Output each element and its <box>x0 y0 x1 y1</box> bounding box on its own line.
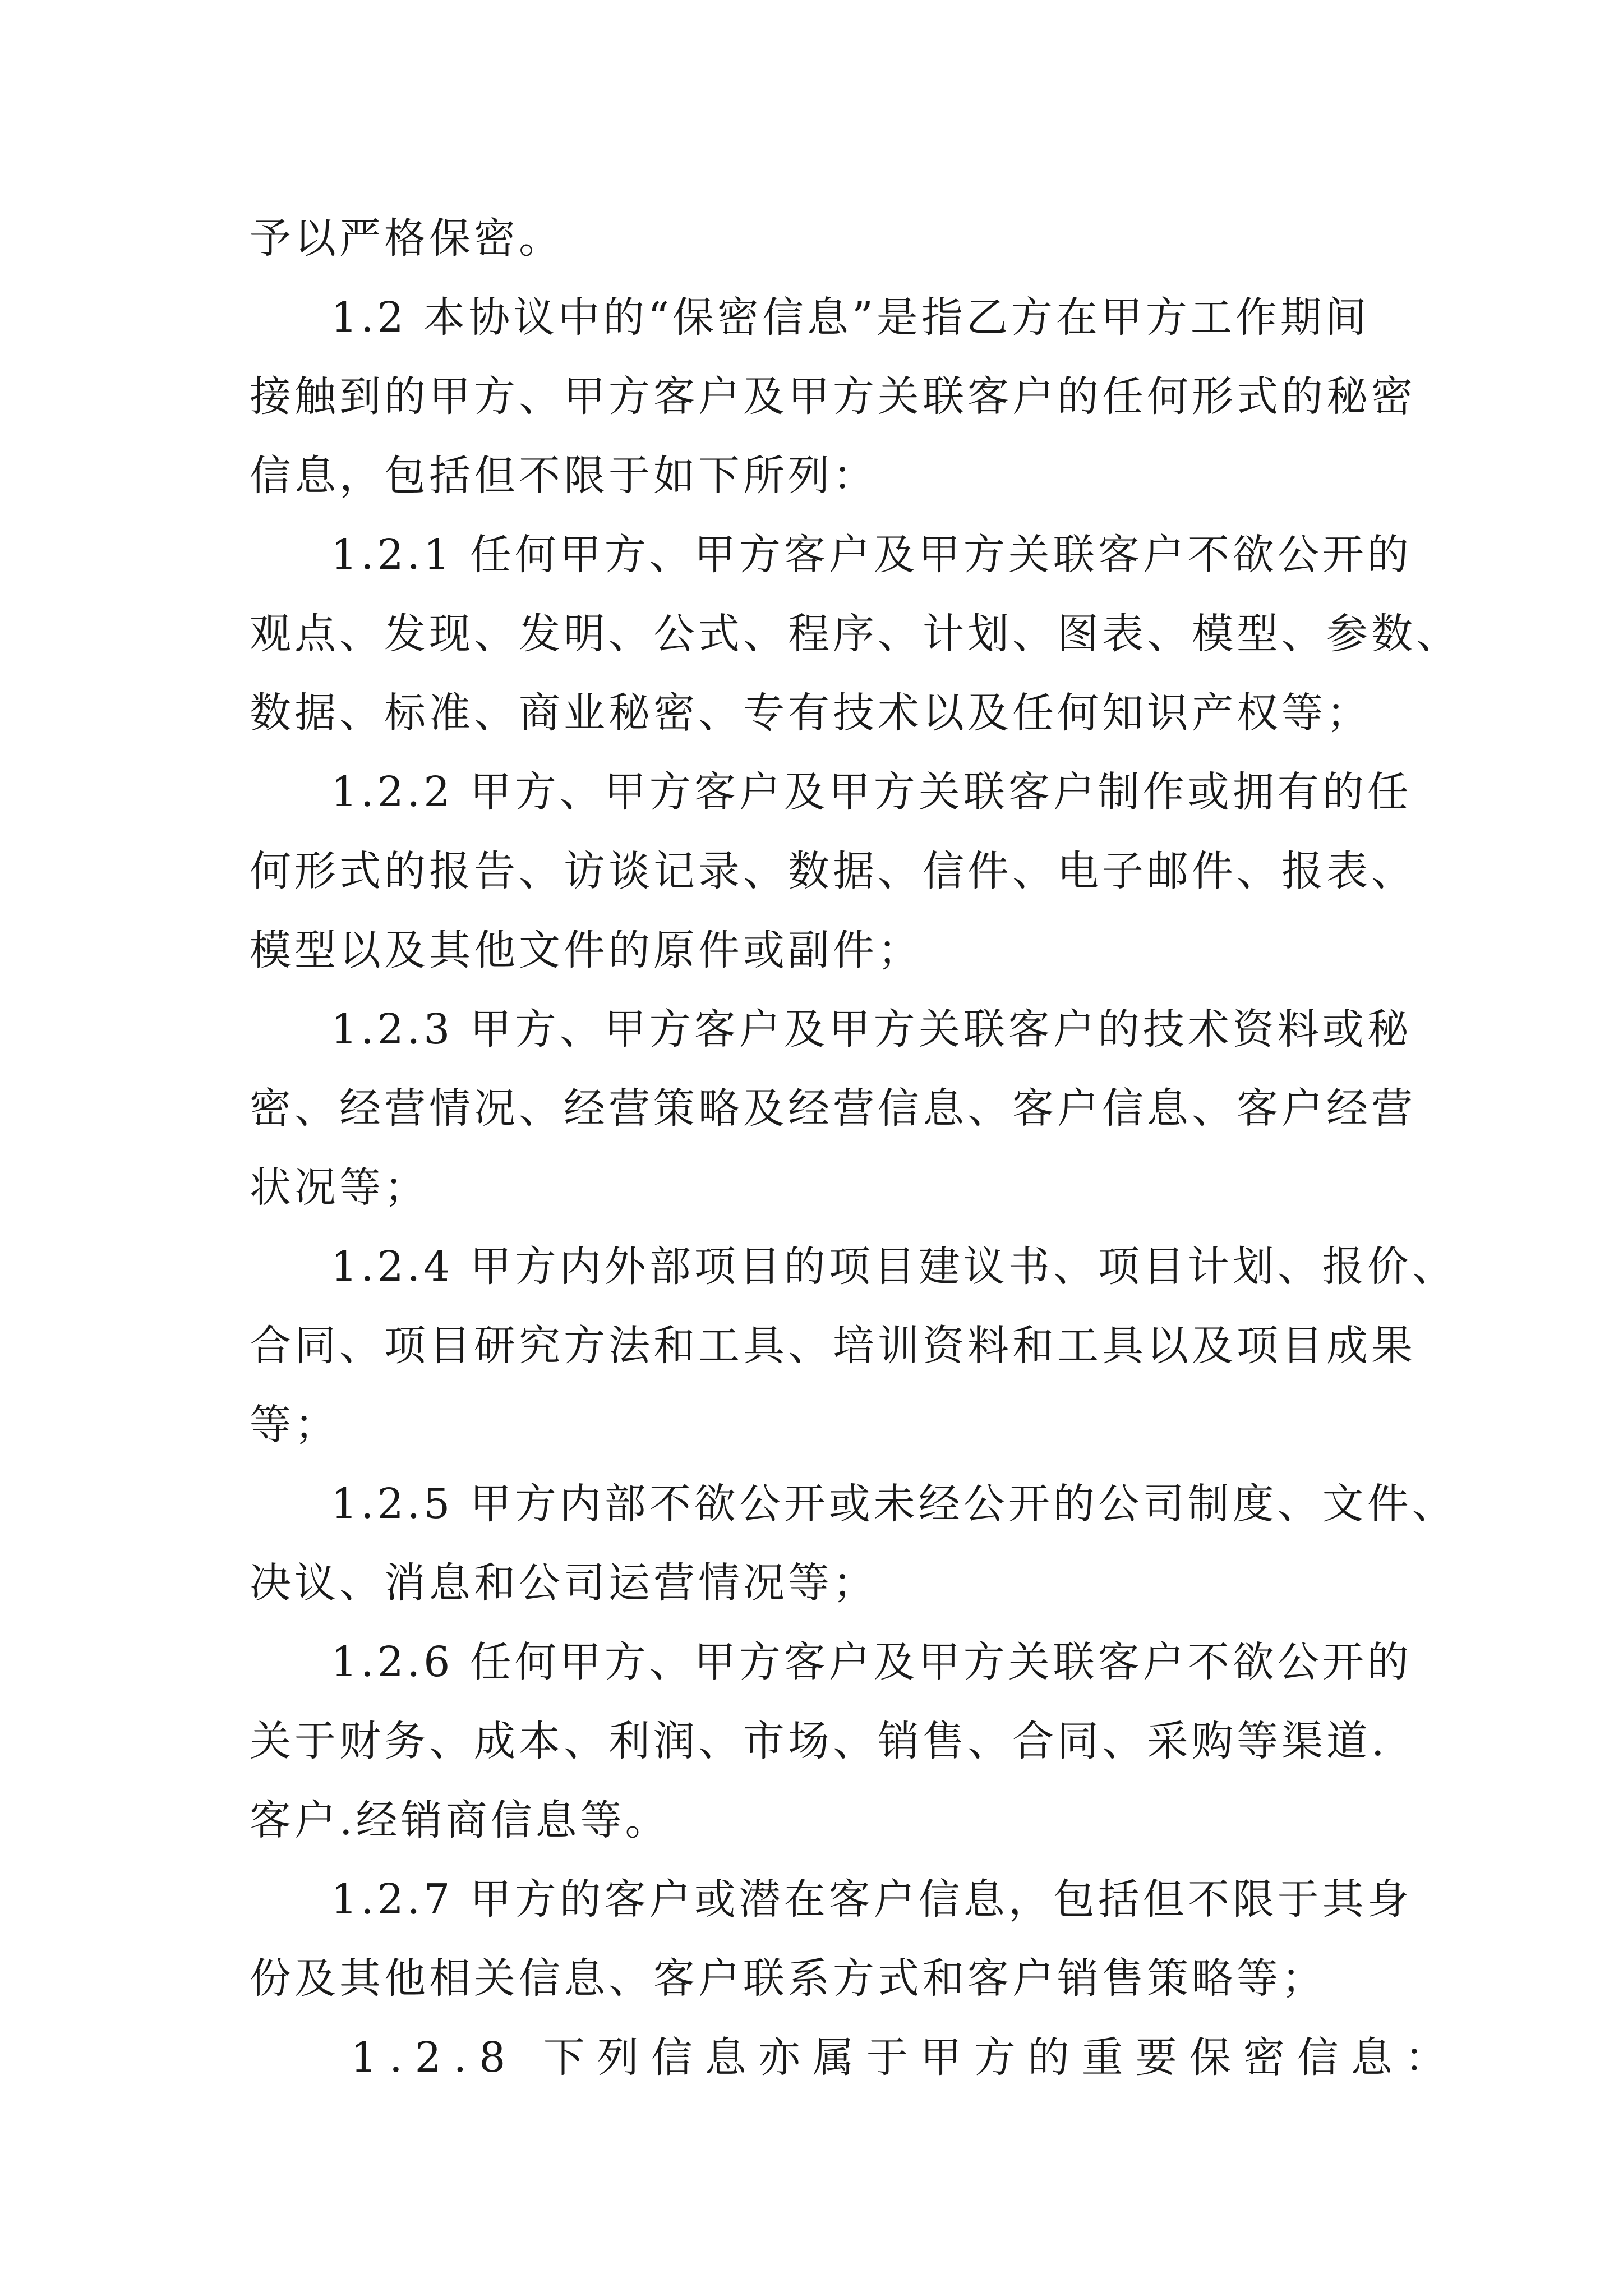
text-line: 状况等； <box>250 1163 429 1212</box>
clause-1-2-3: 1.2.3 甲方、甲方客户及甲方关联客户的技术资料或秘 <box>331 1005 1412 1053</box>
text-line: 客户.经销商信息等。 <box>250 1796 670 1844</box>
clause-1-2-8: 1.2.8 下列信息亦属于甲方的重要保密信息： <box>351 2033 1459 2082</box>
clause-1-2-4: 1.2.4 甲方内外部项目的项目建议书、项目计划、报价、 <box>331 1243 1457 1291</box>
text-line: 数据、标准、商业秘密、专有技术以及任何知识产权等； <box>250 689 1371 737</box>
text-line: 何形式的报告、访谈记录、数据、信件、电子邮件、报表、 <box>250 847 1416 895</box>
clause-1-2-6: 1.2.6 任何甲方、甲方客户及甲方关联客户不欲公开的 <box>331 1638 1412 1686</box>
clause-1-2-2: 1.2.2 甲方、甲方客户及甲方关联客户制作或拥有的任 <box>331 768 1412 816</box>
text-line: 等； <box>250 1401 339 1449</box>
text-line: 模型以及其他文件的原件或副件； <box>250 926 923 974</box>
text-line: 予以严格保密。 <box>250 214 564 263</box>
clause-1-2: 1.2 本协议中的“保密信息”是指乙方在甲方工作期间 <box>331 293 1370 342</box>
text-line: 密、经营情况、经营策略及经营信息、客户信息、客户经营 <box>250 1084 1416 1133</box>
text-line: 合同、项目研究方法和工具、培训资料和工具以及项目成果 <box>250 1322 1416 1370</box>
clause-1-2-1: 1.2.1 任何甲方、甲方客户及甲方关联客户不欲公开的 <box>331 531 1412 579</box>
text-line: 关于财务、成本、利润、市场、销售、合同、采购等渠道. <box>250 1717 1388 1765</box>
text-line: 接触到的甲方、甲方客户及甲方关联客户的任何形式的秘密 <box>250 372 1416 421</box>
text-line: 份及其他相关信息、客户联系方式和客户销售策略等； <box>250 1954 1326 2003</box>
clause-1-2-7: 1.2.7 甲方的客户或潜在客户信息，包括但不限于其身 <box>331 1875 1412 1924</box>
text-line: 决议、消息和公司运营情况等； <box>250 1559 878 1607</box>
text-line: 信息，包括但不限于如下所列： <box>250 452 878 500</box>
text-line: 观点、发现、发明、公式、程序、计划、图表、模型、参数、 <box>250 610 1461 658</box>
clause-1-2-5: 1.2.5 甲方内部不欲公开或未经公开的公司制度、文件、 <box>331 1480 1457 1528</box>
